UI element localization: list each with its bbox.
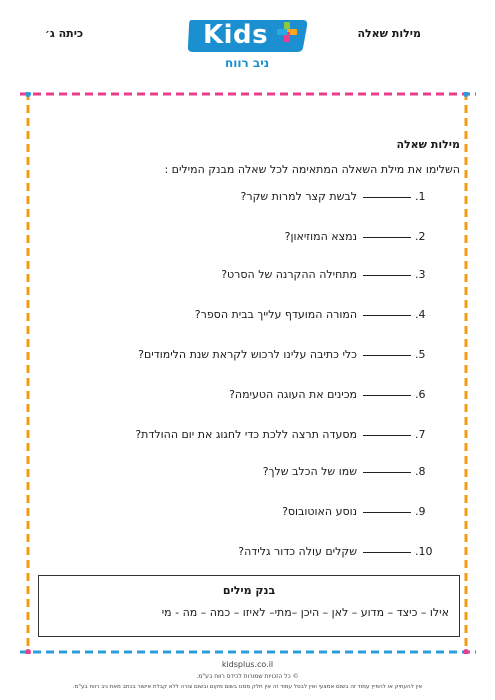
question-item [138,348,435,361]
dashed-border [20,92,476,654]
page-header [0,0,495,80]
question-number: 5. [415,348,426,361]
word-bank-words: אילו – כיצד – מדוע – לאן – היכן –מתי– לאיזו – כמה – מה - מי [161,606,449,619]
kids-plus-logo [185,10,310,72]
answer-blank[interactable] [363,355,411,356]
logo-word: Kids [203,20,269,50]
question-number: 4. [415,308,426,321]
question-number: 10. [415,545,433,558]
footer-url: kidsplus.co.il [221,660,274,669]
question-text: מתחילה ההקרנה של הסרט? [221,268,357,281]
footer-copyright: © כל הזכויות שמורות לכידס רווח בע"מ. [196,673,299,680]
worksheet-title: מילות שאלה [396,138,460,151]
question-item [221,268,435,281]
question-item [285,230,435,243]
answer-blank[interactable] [363,552,411,553]
question-text: לבשת קצר למרות שקר? [240,190,357,203]
question-text: מסעדה תרצה ללכת כדי לחגוג את יום ההולדת? [135,428,357,441]
worksheet-frame [20,92,476,654]
answer-blank[interactable] [363,275,411,276]
word-bank-title: בנק מילים [222,584,276,597]
answer-blank[interactable] [363,395,411,396]
answer-blank[interactable] [363,315,411,316]
question-item [241,190,435,203]
answer-blank[interactable] [363,237,411,238]
answer-blank[interactable] [363,435,411,436]
question-number: 7. [415,428,426,441]
subject-label: מילות שאלה [357,27,421,40]
plus-icon [277,22,297,42]
grade-label: כיתה ג׳ [45,27,84,40]
question-number: 6. [415,388,426,401]
question-item [282,505,435,518]
question-number: 1. [415,190,426,203]
question-number: 9. [415,505,426,518]
question-number: 8. [415,465,426,478]
question-item [195,308,435,321]
question-text: מכינים את העוגה הטעימה? [229,388,357,401]
question-item [263,465,435,478]
question-item [238,545,435,558]
question-text: נוסע האוטובוס? [282,505,357,518]
question-text: המורה המועדף עלייך בבית הספר? [194,308,357,321]
question-number: 2. [415,230,426,243]
word-bank-box [38,575,460,637]
footer-legal: אין להעתיק או להפיץ עמוד זה בשום אמצעי ואין לבסל עמוד זה אין חלק ממנו בשום מקום ובשום צורה ללא קבלת אישור בכתב מאת ניב רווח בע"מ. [72,684,423,690]
answer-blank[interactable] [363,472,411,473]
question-item [135,428,435,441]
question-text: נמצא המוזיאון? [284,230,357,243]
question-text: שקלים עולה כדור גלידה? [238,545,357,558]
question-item [229,388,435,401]
question-text: שמו של הכלב שלך? [262,465,357,478]
question-number: 3. [415,268,426,281]
answer-blank[interactable] [363,512,411,513]
question-text: כלי כתיבה עלינו לרכוש לקראת שנת הלימודים? [138,348,357,361]
logo-subtitle: ניב רווח [225,56,270,70]
instruction-text: השלימו את מילת השאלה המתאימה לכל שאלה מבנק המילים : [164,163,460,176]
answer-blank[interactable] [363,197,411,198]
